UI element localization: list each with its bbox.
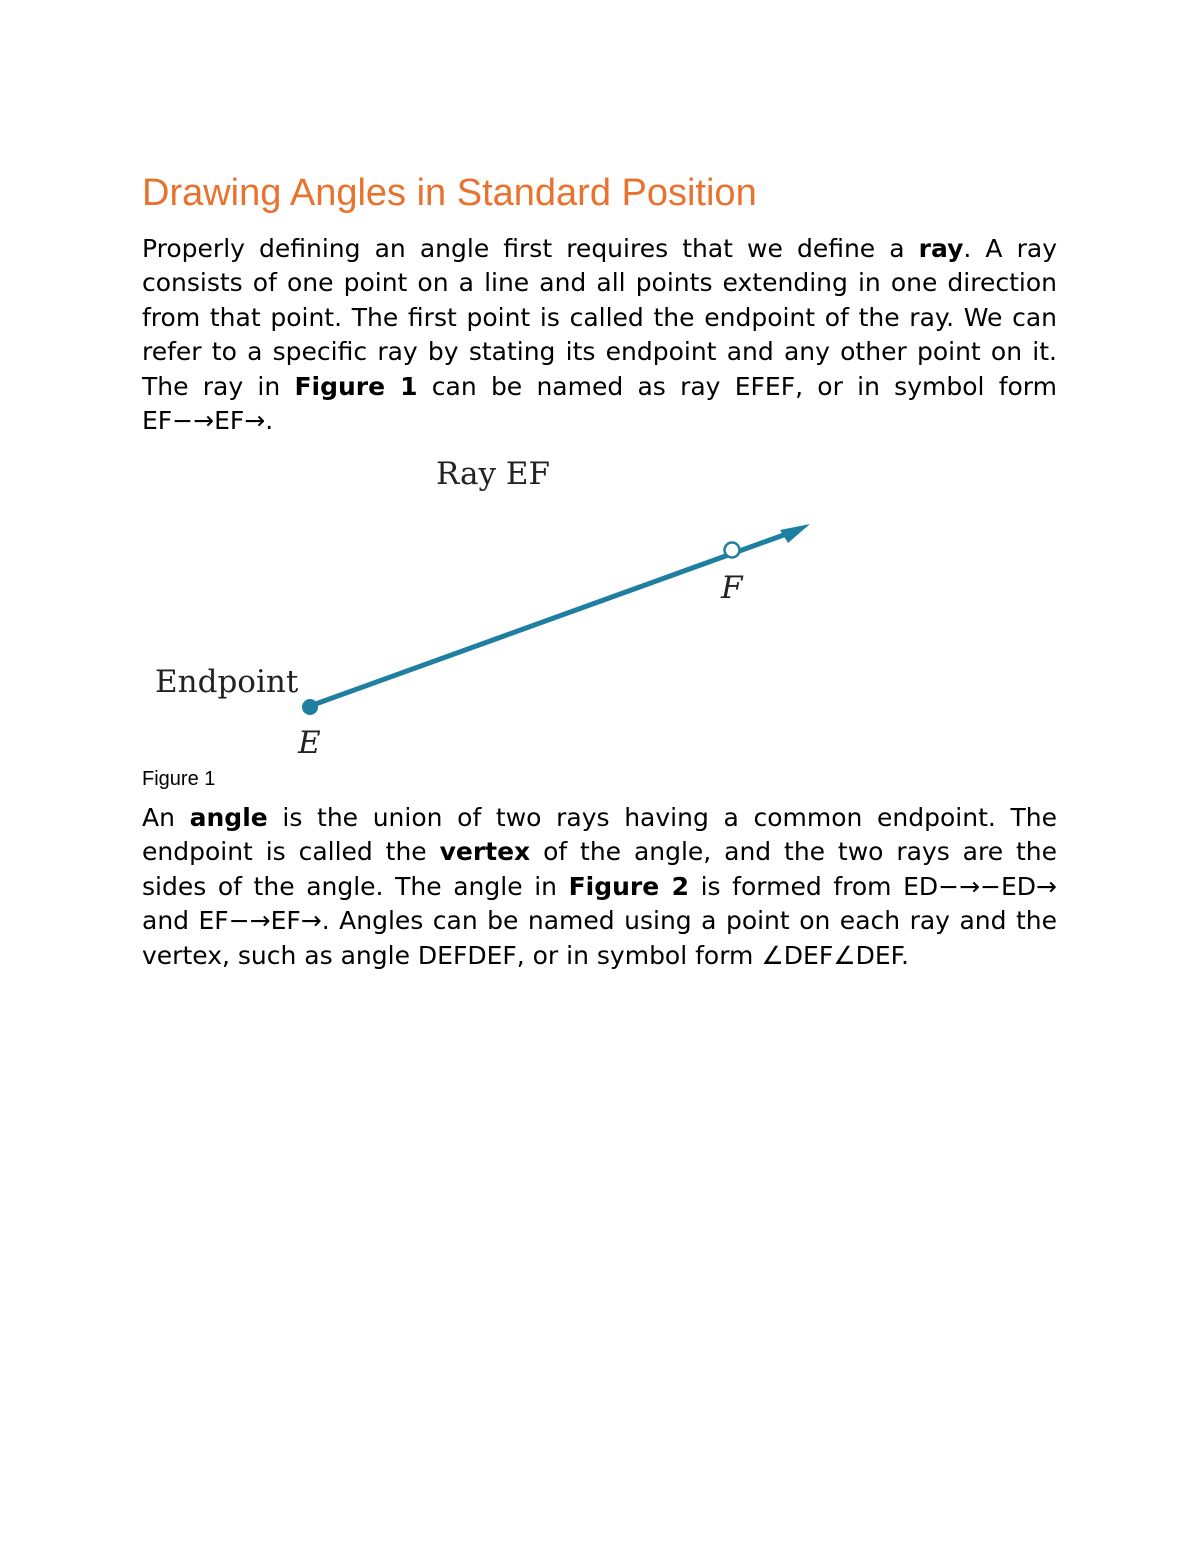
ray-diagram [140,440,860,770]
ray-arrowhead [780,524,810,543]
text-segment: . A ray consists of one point on a line and all points extending in one direction from that point. The first point is called the endpoint of the ray. We can refer to a specific ray by stating its endpoint and any other point on it. The ray in [142,234,1057,401]
section-heading: Drawing Angles in Standard Position [142,172,757,214]
text-segment: is formed from ED−→−ED→ and EF−→EF→. Angles can be named using a point on each ray and the vertex, such as angle DEFDEF, or in symbol form ∠DEF∠DEF. [142,871,1057,970]
text-segment: of the angle, and the two rays are the sides of the angle. The angle in [142,837,1057,901]
diagram-title: Ray EF [436,456,551,492]
text-segment: is the union of two rays having a common endpoint. The endpoint is called the [142,803,1057,867]
figure-caption: Figure 1 [142,768,216,790]
term-ray: ray [918,234,964,263]
figure-reference: Figure 2 [568,871,689,901]
endpoint-label: Endpoint [155,664,299,700]
text-segment: An [142,803,190,832]
endpoint-e-dot [302,699,318,715]
text-segment: Properly defining an angle first requires that we define a [142,234,919,263]
paragraph-ray-definition [142,232,1057,438]
paragraph-angle-definition [142,801,1057,973]
point-e-label: E [298,725,321,761]
term-angle: angle [189,803,268,832]
point-f-label: F [721,570,743,606]
point-f-marker [725,543,740,558]
text-segment: can be named as ray EFEF, or in symbol form EF−→EF→. [142,371,1057,436]
term-vertex: vertex [439,837,531,867]
ray-line [310,532,792,706]
figure-reference: Figure 1 [294,371,418,401]
